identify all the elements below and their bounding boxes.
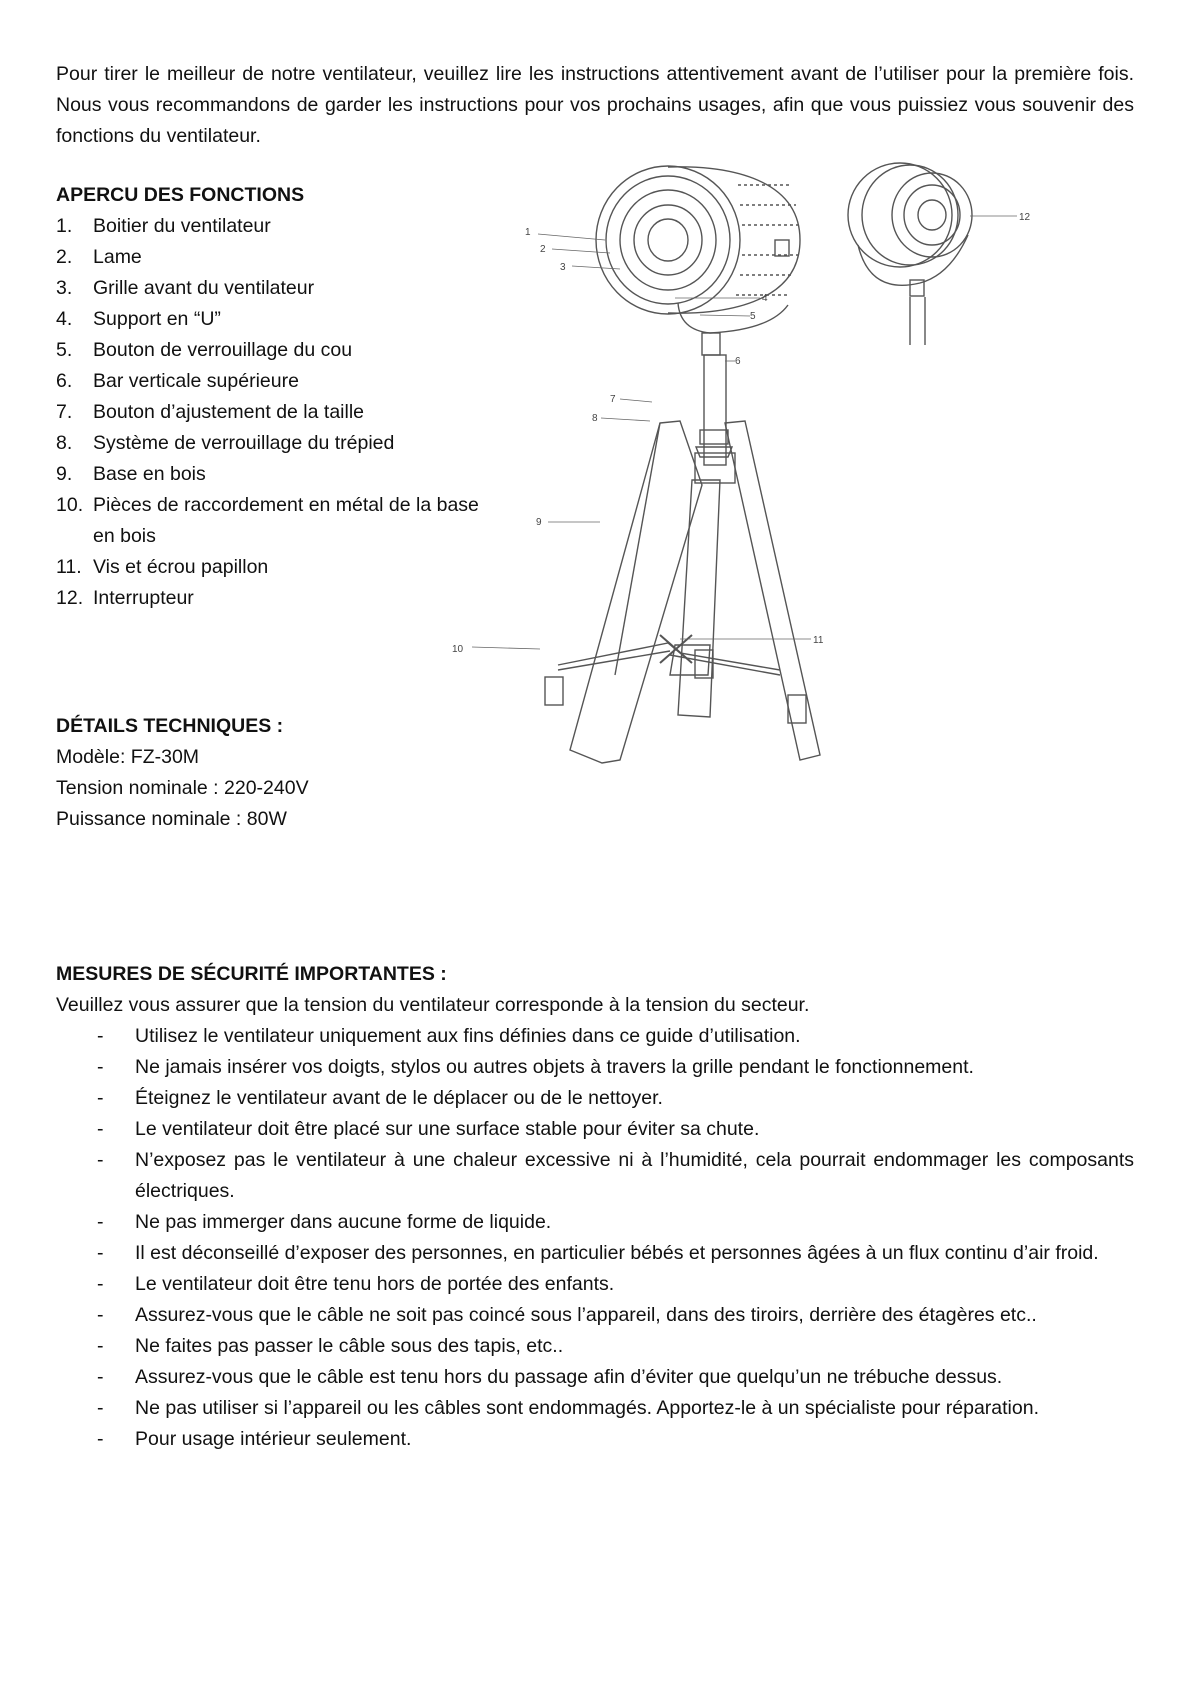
safety-item-text: Pour usage intérieur seulement.: [135, 1428, 412, 1450]
bullet-dash: -: [97, 1335, 104, 1357]
safety-item-text: N’exposez pas le ventilateur à une chaleur excessive ni à l’humidité, cela pourrait endommager les composants électriques.: [135, 1149, 1134, 1202]
list-item: [56, 1393, 1134, 1424]
safety-item-text: Le ventilateur doit être tenu hors de portée des enfants.: [135, 1273, 615, 1295]
pole-illustration: [695, 333, 735, 483]
list-item: [56, 583, 486, 614]
callout-12: 12: [1019, 212, 1031, 223]
item-number: 3.: [56, 277, 73, 299]
item-text: Bar verticale supérieure: [93, 370, 299, 392]
rear-fan-illustration: [848, 163, 972, 345]
item-number: 1.: [56, 215, 73, 237]
list-item: [56, 273, 486, 304]
item-text: Boitier du ventilateur: [93, 215, 271, 237]
list-item: [56, 242, 486, 273]
item-number: 6.: [56, 370, 73, 392]
item-number: 7.: [56, 401, 73, 423]
bullet-dash: -: [97, 1149, 104, 1171]
safety-list: [56, 1021, 1134, 1455]
list-item: [56, 1083, 1134, 1114]
list-item: [56, 552, 486, 583]
item-number: 8.: [56, 432, 73, 454]
list-item: [56, 459, 486, 490]
item-text: Vis et écrou papillon: [93, 556, 269, 578]
item-number: 2.: [56, 246, 73, 268]
bullet-dash: -: [97, 1273, 104, 1295]
item-number: 10.: [56, 494, 84, 516]
fan-head-illustration: [596, 166, 800, 333]
item-text: Système de verrouillage du trépied: [93, 432, 395, 454]
list-item: [56, 1424, 1134, 1455]
callout-1: 1: [525, 227, 531, 238]
safety-item-text: Ne pas immerger dans aucune forme de liquide.: [135, 1211, 552, 1233]
tech-power: Puissance nominale : 80W: [56, 808, 287, 830]
list-item: [56, 366, 486, 397]
safety-item-text: Ne jamais insérer vos doigts, stylos ou autres objets à travers la grille pendant le fonctionnement.: [135, 1056, 974, 1078]
callout-11: 11: [813, 635, 824, 646]
safety-item-text: Il est déconseillé d’exposer des personnes, en particulier bébés et personnes âgées à un flux continu d’air froid.: [135, 1242, 1099, 1264]
fan-diagram: [452, 155, 1130, 815]
item-number: 9.: [56, 463, 73, 485]
tripod-illustration: [545, 421, 820, 763]
safety-item-text: Éteignez le ventilateur avant de le déplacer ou de le nettoyer.: [135, 1087, 663, 1109]
bullet-dash: -: [97, 1118, 104, 1140]
item-number: 12.: [56, 587, 84, 609]
tech-voltage: Tension nominale : 220-240V: [56, 777, 309, 799]
callout-10: 10: [452, 644, 464, 655]
safety-item-text: Ne pas utiliser si l’appareil ou les câbles sont endommagés. Apportez-le à un spécialiste pour réparation.: [135, 1397, 1039, 1419]
list-item: [56, 1362, 1134, 1393]
safety-lead: Veuillez vous assurer que la tension du ventilateur corresponde à la tension du secteur.: [56, 994, 810, 1016]
item-number: 5.: [56, 339, 73, 361]
list-item: [56, 1145, 1134, 1207]
callout-3: 3: [560, 262, 566, 273]
safety-item-text: Utilisez le ventilateur uniquement aux fins définies dans ce guide d’utilisation.: [135, 1025, 801, 1047]
safety-item-text: Assurez-vous que le câble ne soit pas coincé sous l’appareil, dans des tiroirs, derrière des étagères etc..: [135, 1304, 1037, 1326]
list-item: [56, 1238, 1134, 1269]
functions-heading: APERCU DES FONCTIONS: [56, 184, 305, 206]
bullet-dash: -: [97, 1242, 104, 1264]
item-text: Bouton de verrouillage du cou: [93, 339, 353, 361]
safety-heading: MESURES DE SÉCURITÉ IMPORTANTES :: [56, 963, 447, 985]
safety-section: [56, 959, 1134, 1455]
functions-list: [56, 211, 486, 614]
list-item: [56, 1114, 1134, 1145]
callout-7: 7: [610, 394, 616, 405]
bullet-dash: -: [97, 1304, 104, 1326]
item-text: Lame: [93, 246, 142, 268]
list-item: [56, 490, 486, 552]
functions-section: [56, 180, 486, 614]
list-item: [56, 1331, 1134, 1362]
item-text: Pièces de raccordement en métal de la base en bois: [93, 494, 479, 547]
list-item: [56, 1052, 1134, 1083]
bullet-dash: -: [97, 1025, 104, 1047]
item-text: Interrupteur: [93, 587, 194, 609]
list-item: [56, 428, 486, 459]
bullet-dash: -: [97, 1428, 104, 1450]
safety-item-text: Ne faites pas passer le câble sous des tapis, etc..: [135, 1335, 564, 1357]
bullet-dash: -: [97, 1211, 104, 1233]
bullet-dash: -: [97, 1397, 104, 1419]
callout-5: 5: [750, 311, 756, 322]
bullet-dash: -: [97, 1056, 104, 1078]
callout-2: 2: [540, 244, 546, 255]
list-item: [56, 1300, 1134, 1331]
callout-4: 4: [762, 293, 768, 304]
callout-9: 9: [536, 517, 542, 528]
item-text: Base en bois: [93, 463, 206, 485]
intro-paragraph: Pour tirer le meilleur de notre ventilateur, veuillez lire les instructions attentivement avant de l’utiliser pour la première fois. Nous vous recommandons de garder les instructions pour vos prochains usages, afin que vous puissiez vous souvenir des fonctions du ventilateur.: [56, 63, 1134, 147]
item-number: 4.: [56, 308, 73, 330]
item-number: 11.: [56, 556, 82, 578]
item-text: Grille avant du ventilateur: [93, 277, 315, 299]
callout-8: 8: [592, 413, 598, 424]
item-text: Support en “U”: [93, 308, 221, 330]
bullet-dash: -: [97, 1087, 104, 1109]
bullet-dash: -: [97, 1366, 104, 1388]
list-item: [56, 211, 486, 242]
list-item: [56, 1269, 1134, 1300]
callout-6: 6: [735, 356, 741, 367]
tech-model: Modèle: FZ-30M: [56, 746, 200, 768]
list-item: [56, 304, 486, 335]
item-text: Bouton d’ajustement de la taille: [93, 401, 365, 423]
list-item: [56, 335, 486, 366]
list-item: [56, 397, 486, 428]
safety-item-text: Assurez-vous que le câble est tenu hors du passage afin d’éviter que quelqu’un ne trébuche dessus.: [135, 1366, 1003, 1388]
safety-item-text: Le ventilateur doit être placé sur une surface stable pour éviter sa chute.: [135, 1118, 760, 1140]
list-item: [56, 1207, 1134, 1238]
tech-heading: DÉTAILS TECHNIQUES :: [56, 715, 284, 737]
technical-details: [56, 711, 556, 835]
list-item: [56, 1021, 1134, 1052]
